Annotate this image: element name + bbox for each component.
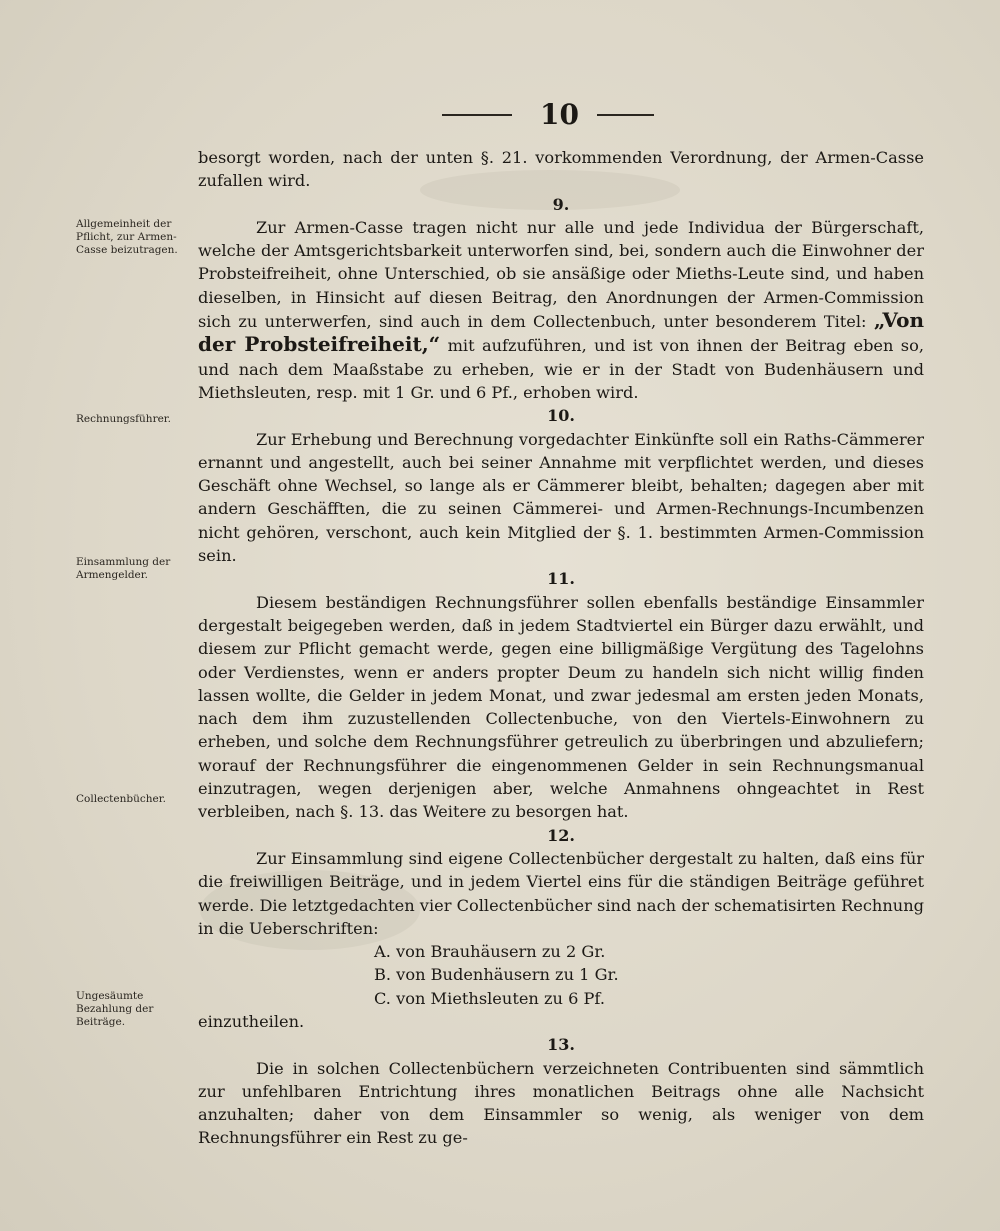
section-number: 9. (552, 194, 570, 214)
header-rule-right (597, 114, 654, 116)
margin-note-section-11: Einsammlung der Armengelder. (76, 556, 171, 581)
margin-note-section-13: Ungesäumte Bezahlung der Beiträge. (76, 990, 154, 1028)
intro-paragraph: besorgt worden, nach der unten §. 21. vorkommenden Verordnung, der Armen-Casse zufallen wird. (198, 148, 924, 191)
section-number: 12. (547, 825, 575, 845)
heading-list (198, 940, 924, 1010)
list-item: B. von Budenhäusern zu 1 Gr. (374, 965, 619, 985)
section-number: 10. (547, 406, 575, 426)
section-12-end: einzutheilen. (198, 1011, 305, 1031)
list-item: C. von Miethsleuten zu 6 Pf. (374, 988, 605, 1008)
section-10-paragraph: Zur Erhebung und Berechnung vorgedachter Einkünfte soll ein Raths-Cämmerer ernannt und angestellt, auch bei seiner Annahme mit verpflichtet werden, und dieses Geschäft ohne Wechsel, so lange als er Cämmerer bleibt, behalten; dagegen aber mit andern Geschäfften, die zu seinen Cämmerei- und Armen-Rechnungs-Incumbenzen nicht gehören, verschont, auch kein Mitglied der §. 1. bestimmten Armen-Commission sein. (198, 429, 924, 566)
section-9-paragraph (198, 216, 924, 404)
section-number: 11. (547, 569, 575, 589)
section-9-text-b: mit aufzuführen, und ist von ihnen der Beitrag eben so, und nach dem Maaßstabe zu erheben, wie er in der Stadt von Budenhäusern und Miethsleuten, resp. mit 1 Gr. und 6 Pf., erhoben wird. (198, 336, 925, 402)
list-item: A. von Brauhäusern zu 2 Gr. (374, 942, 606, 962)
section-11-paragraph: Diesem beständigen Rechnungsführer sollen ebenfalls beständige Einsammler dergestalt beigegeben werden, daß in jedem Stadtviertel ein Bürger dazu erwählt, und diesem zur Pflicht gemacht werde, gegen eine billigmäßige Vergütung des Tagelohns oder Verdienstes, wenn er anders propter Deum zu handeln sich nicht willig finden lassen wollte, die Gelder in jedem Monat, und zwar jedesmal am ersten jeden Monats, nach dem ihm zuzustellenden Collectenbuche, von den Viertels-Einwohnern zu erheben, und solche dem Rechnungsführer getreulich zu überbringen und abzuliefern; worauf der Rechnungsführer die eingenommenen Gelder in sein Rechnungsmanual einzutragen, wegen derjenigen aber, welche Anmahnens ohngeachtet in Rest verbleiben, nach §. 13. das Weitere zu besorgen hat. (198, 592, 924, 822)
section-9-title: „Von der Probsteifreiheit,“ (198, 308, 924, 357)
page-header (0, 100, 1000, 130)
margin-note-section-9: Allgemeinheit der Pflicht, zur Armen-Casse beizutragen. (76, 218, 178, 256)
margin-note-section-10: Rechnungsführer. (76, 413, 172, 425)
margin-note-section-12: Collectenbücher. (76, 793, 166, 805)
section-9-text-a: Zur Armen-Casse tragen nicht nur alle und jede Individua der Bürgerschaft, welche der Amtsgerichtsbarkeit unterworfen sind, bei, sondern auch die Einwohner der Probsteifreiheit, ohne Unterschied, ob sie ansäßige oder Mieths-Leute sind, und haben dieselben, in Hinsicht auf diesen Beitrag, den Anordnungen der Armen-Commission sich zu unterwerfen, sind auch in dem Collectenbuch, unter besonderem Titel: (198, 217, 924, 332)
page-number: 10 (540, 98, 579, 131)
section-13-paragraph: Die in solchen Collectenbüchern verzeichneten Contribuenten sind sämmtlich zur unfehlbaren Entrichtung ihres monatlichen Beitrags ohne alle Nachsicht anzuhalten; daher von dem Einsammler so wenig, als weniger von dem Rechnungsführer ein Rest zu ge- (198, 1058, 924, 1148)
section-number: 13. (547, 1035, 575, 1055)
header-rule-left (442, 114, 512, 116)
section-12-paragraph: Zur Einsammlung sind eigene Collectenbücher dergestalt zu halten, daß eins für die freiwilligen Beiträge, und in jedem Viertel eins für die ständigen Beiträge geführet werde. Die letztgedachten vier Collectenbücher sind nach der schematisirten Rechnung in die Ueberschriften: (198, 848, 924, 938)
body-text (198, 146, 924, 1150)
